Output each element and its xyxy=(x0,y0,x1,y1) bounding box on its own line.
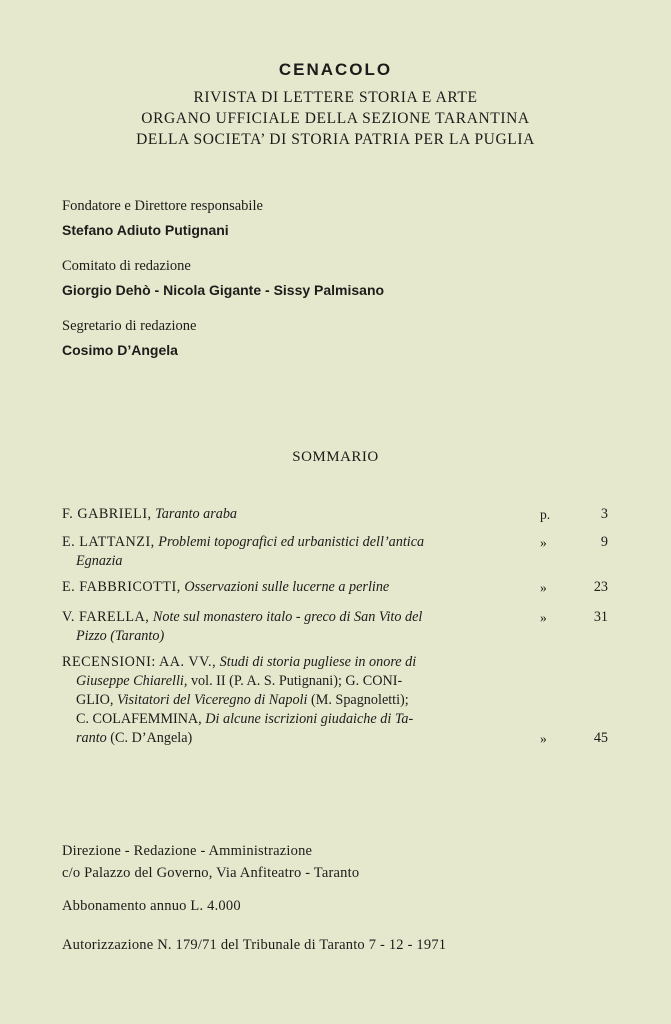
toc-author: V. FARELLA, xyxy=(62,609,150,625)
toc-reviews-entry xyxy=(62,653,610,748)
toc-page-prefix: » xyxy=(540,580,547,595)
review-text: vol. II (P. A. S. Putignani); G. CONI- xyxy=(190,673,403,689)
toc-page-number: 9 xyxy=(600,534,608,550)
review-title: Di alcune iscrizioni giudaiche di Ta- xyxy=(205,711,414,727)
toc-page-number: 31 xyxy=(593,609,608,625)
footer-authorization: Autorizzazione N. 179/71 del Tribunale di Taranto 7 - 12 - 1971 xyxy=(62,937,447,953)
footer-subscription: Abbonamento annuo L. 4.000 xyxy=(62,898,241,914)
toc-title: Taranto araba xyxy=(155,506,238,522)
review-title: Giuseppe Chiarelli, xyxy=(76,673,188,689)
toc-title-continued: Egnazia xyxy=(76,553,123,569)
toc-page-number: 23 xyxy=(593,579,608,595)
toc-author: E. FABBRICOTTI, xyxy=(62,579,181,595)
staff-names-director: Stefano Adiuto Putignani xyxy=(62,222,229,238)
toc-page-prefix: » xyxy=(540,610,547,625)
toc-title-continued: Pizzo (Taranto) xyxy=(76,628,165,644)
toc-page-number: 45 xyxy=(593,730,608,746)
reviews-label: RECENSIONI: AA. VV., xyxy=(62,654,217,670)
journal-title: CENACOLO xyxy=(278,60,393,79)
toc-page-prefix: » xyxy=(540,731,547,746)
review-text: (C. D’Angela) xyxy=(110,730,193,746)
review-text: GLIO, xyxy=(76,692,114,708)
review-title: Studi di storia pugliese in onore di xyxy=(219,654,417,670)
footer-address: c/o Palazzo del Governo, Via Anfiteatro - Taranto xyxy=(62,865,360,881)
subtitle-line-3: DELLA SOCIETA’ DI STORIA PATRIA PER LA PUGLIA xyxy=(136,131,535,148)
toc-title: Note sul monastero italo - greco di San Vito del xyxy=(152,609,423,625)
toc-author: E. LATTANZI, xyxy=(62,534,155,550)
staff-role-director: Fondatore e Direttore responsabile xyxy=(62,198,263,214)
footer-offices: Direzione - Redazione - Amministrazione xyxy=(62,843,313,859)
toc-entry xyxy=(62,578,610,597)
subtitle-line-2: ORGANO UFFICIALE DELLA SEZIONE TARANTINA xyxy=(141,110,530,127)
review-text: C. COLAFEMMINA, xyxy=(76,711,202,727)
toc-title: Osservazioni sulle lucerne a perline xyxy=(184,579,390,595)
review-title: Visitatori del Viceregno di Napoli xyxy=(116,692,308,708)
subtitle-line-1: RIVISTA DI LETTERE STORIA E ARTE xyxy=(193,89,478,106)
staff-names-committee: Giorgio Dehò - Nicola Gigante - Sissy Palmisano xyxy=(62,282,385,298)
toc-page-prefix: » xyxy=(540,535,547,550)
review-title: ranto xyxy=(76,730,107,746)
toc-author: F. GABRIELI, xyxy=(62,506,152,522)
toc-page-number: 3 xyxy=(600,506,608,522)
toc-page-prefix: p. xyxy=(540,507,551,522)
toc-title: Problemi topografici ed urbanistici dell’antica xyxy=(158,534,425,550)
review-text: (M. Spagnoletti); xyxy=(311,692,409,708)
toc-entry xyxy=(62,608,610,646)
staff-role-committee: Comitato di redazione xyxy=(62,258,191,274)
staff-role-secretary: Segretario di redazione xyxy=(62,318,197,334)
toc-entry xyxy=(62,505,610,524)
staff-names-secretary: Cosimo D’Angela xyxy=(62,342,178,358)
summary-heading: SOMMARIO xyxy=(292,449,379,465)
toc-entry xyxy=(62,533,610,571)
